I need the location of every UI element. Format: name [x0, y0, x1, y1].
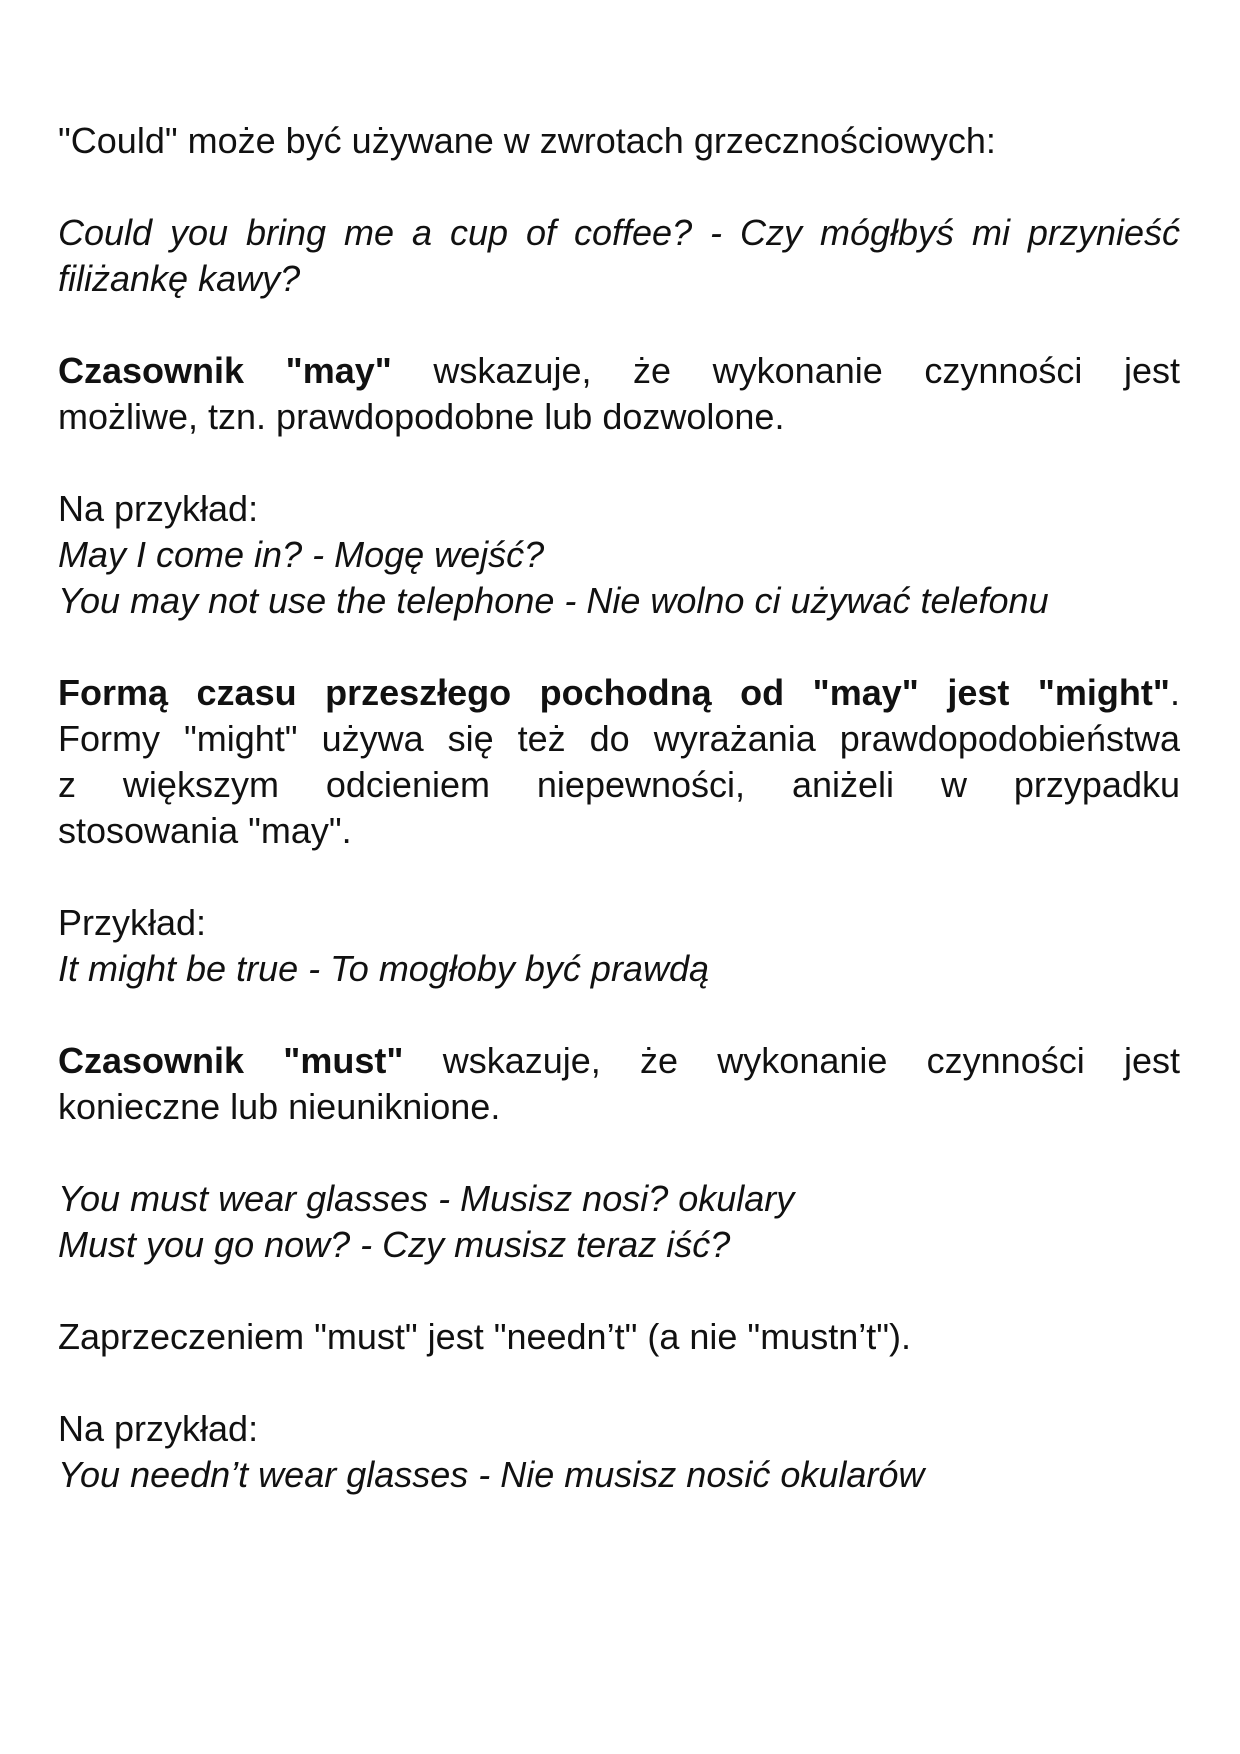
must-definition-bold: Czasownik "must" — [58, 1040, 404, 1081]
could-example-line2: filiżankę kawy? — [58, 258, 301, 299]
may-example-1: May I come in? - Mogę wejść? — [58, 534, 545, 575]
may-definition-line2: możliwe, tzn. prawdopodobne lub dozwolone. — [58, 396, 785, 437]
paragraph-might-example — [58, 900, 1180, 992]
could-example-line1: Could you bring me a cup of coffee? - Czy mógłbyś mi przynieść — [58, 212, 1180, 253]
might-definition-line3: z większym odcieniem niepewności, aniżeli w przypadku — [58, 764, 1180, 805]
may-example-2: You may not use the telephone - Nie wolno ci używać telefonu — [58, 580, 1049, 621]
may-examples-label: Na przykład: — [58, 488, 259, 529]
neednt-example-1: You needn’t wear glasses - Nie musisz nosić okularów — [58, 1454, 925, 1495]
paragraph-might-definition — [58, 670, 1180, 854]
may-definition-rest: wskazuje, że wykonanie czynności jest — [391, 350, 1180, 391]
might-definition-dot: . — [1169, 672, 1180, 713]
might-definition-bold: Formą czasu przeszłego pochodną od "may" jest "might" — [58, 672, 1170, 713]
paragraph-could-example — [58, 210, 1180, 302]
must-definition-line2: konieczne lub nieuniknione. — [58, 1086, 501, 1127]
must-definition-rest: wskazuje, że wykonanie czynności jest — [403, 1040, 1180, 1081]
may-definition-line1 — [58, 348, 1180, 394]
must-definition-line1 — [58, 1038, 1180, 1084]
might-example-label: Przykład: — [58, 902, 207, 943]
paragraph-may-examples — [58, 486, 1180, 624]
paragraph-could-intro — [58, 118, 1180, 164]
might-definition-line2: Formy "might" używa się też do wyrażania prawdopodobieństwa — [58, 718, 1180, 759]
document-page — [58, 118, 1180, 1498]
might-definition-line1 — [58, 670, 1180, 716]
might-example-1: It might be true - To mogłoby być prawdą — [58, 948, 709, 989]
paragraph-must-definition — [58, 1038, 1180, 1130]
could-intro-text: "Could" może być używane w zwrotach grzecznościowych: — [58, 120, 996, 161]
must-negation-text: Zaprzeczeniem "must" jest "needn’t" (a nie "mustn’t"). — [58, 1316, 911, 1357]
might-definition-line4: stosowania "may". — [58, 810, 352, 851]
paragraph-neednt-example — [58, 1406, 1180, 1498]
may-definition-bold: Czasownik "may" — [58, 350, 392, 391]
paragraph-may-definition — [58, 348, 1180, 440]
neednt-example-label: Na przykład: — [58, 1408, 259, 1449]
must-example-1: You must wear glasses - Musisz nosi? okulary — [58, 1178, 795, 1219]
paragraph-must-negation — [58, 1314, 1180, 1360]
paragraph-must-examples — [58, 1176, 1180, 1268]
must-example-2: Must you go now? - Czy musisz teraz iść? — [58, 1224, 731, 1265]
